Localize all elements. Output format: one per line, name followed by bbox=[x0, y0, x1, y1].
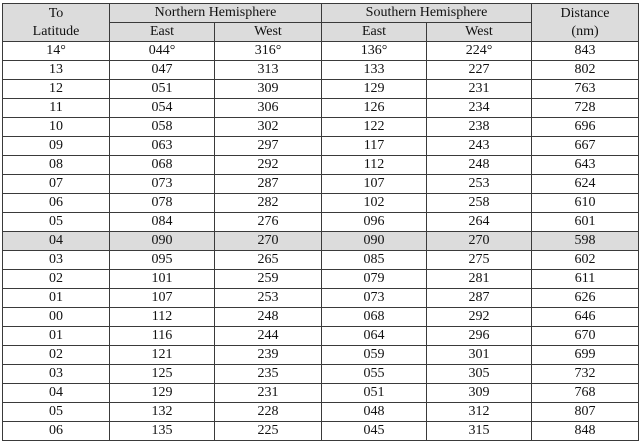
northern-east-cell: 047 bbox=[110, 61, 215, 80]
southern-west-cell: 275 bbox=[427, 251, 532, 270]
northern-west-cell: 259 bbox=[215, 270, 322, 289]
northern-east-cell: 058 bbox=[110, 118, 215, 137]
southern-west-header: West bbox=[427, 23, 532, 42]
northern-east-cell: 051 bbox=[110, 80, 215, 99]
table-row bbox=[3, 403, 639, 422]
northern-west-cell: 292 bbox=[215, 156, 322, 175]
latitude-heading-table bbox=[2, 3, 639, 441]
southern-east-cell: 064 bbox=[322, 327, 427, 346]
latitude-cell: 01 bbox=[3, 289, 110, 308]
to-latitude-header bbox=[3, 4, 110, 42]
distance-header-line1: Distance bbox=[560, 5, 610, 21]
latitude-cell: 11 bbox=[3, 99, 110, 118]
northern-east-cell: 078 bbox=[110, 194, 215, 213]
table-row bbox=[3, 42, 639, 61]
latitude-cell: 10 bbox=[3, 118, 110, 137]
distance-cell: 610 bbox=[532, 194, 639, 213]
northern-east-cell: 068 bbox=[110, 156, 215, 175]
southern-west-cell: 227 bbox=[427, 61, 532, 80]
southern-east-cell: 045 bbox=[322, 422, 427, 441]
southern-west-cell: 301 bbox=[427, 346, 532, 365]
latitude-table-container bbox=[2, 3, 638, 441]
northern-east-cell: 101 bbox=[110, 270, 215, 289]
northern-east-cell: 090 bbox=[110, 232, 215, 251]
northern-east-cell: 084 bbox=[110, 213, 215, 232]
northern-west-cell: 248 bbox=[215, 308, 322, 327]
northern-west-cell: 244 bbox=[215, 327, 322, 346]
northern-west-cell: 297 bbox=[215, 137, 322, 156]
distance-cell: 611 bbox=[532, 270, 639, 289]
southern-east-cell: 129 bbox=[322, 80, 427, 99]
southern-east-cell: 096 bbox=[322, 213, 427, 232]
northern-east-cell: 054 bbox=[110, 99, 215, 118]
northern-east-cell: 116 bbox=[110, 327, 215, 346]
northern-west-cell: 302 bbox=[215, 118, 322, 137]
northern-east-cell: 132 bbox=[110, 403, 215, 422]
distance-cell: 699 bbox=[532, 346, 639, 365]
distance-cell: 602 bbox=[532, 251, 639, 270]
table-row bbox=[3, 175, 639, 194]
latitude-cell: 04 bbox=[3, 384, 110, 403]
latitude-cell: 03 bbox=[3, 251, 110, 270]
southern-west-cell: 281 bbox=[427, 270, 532, 289]
latitude-cell: 04 bbox=[3, 232, 110, 251]
distance-cell: 728 bbox=[532, 99, 639, 118]
northern-east-cell: 095 bbox=[110, 251, 215, 270]
distance-cell: 732 bbox=[532, 365, 639, 384]
latitude-cell: 14° bbox=[3, 42, 110, 61]
northern-east-cell: 107 bbox=[110, 289, 215, 308]
table-header bbox=[3, 4, 639, 42]
southern-east-header: East bbox=[322, 23, 427, 42]
to-latitude-header-line1: To bbox=[48, 5, 64, 21]
latitude-cell: 00 bbox=[3, 308, 110, 327]
southern-east-cell: 073 bbox=[322, 289, 427, 308]
southern-east-cell: 068 bbox=[322, 308, 427, 327]
southern-west-cell: 231 bbox=[427, 80, 532, 99]
southern-east-cell: 048 bbox=[322, 403, 427, 422]
latitude-cell: 02 bbox=[3, 346, 110, 365]
northern-west-cell: 306 bbox=[215, 99, 322, 118]
distance-cell: 843 bbox=[532, 42, 639, 61]
table-row bbox=[3, 232, 639, 251]
southern-west-cell: 296 bbox=[427, 327, 532, 346]
northern-west-cell: 239 bbox=[215, 346, 322, 365]
distance-cell: 667 bbox=[532, 137, 639, 156]
northern-west-cell: 313 bbox=[215, 61, 322, 80]
table-row bbox=[3, 213, 639, 232]
southern-west-cell: 253 bbox=[427, 175, 532, 194]
distance-cell: 763 bbox=[532, 80, 639, 99]
southern-west-cell: 270 bbox=[427, 232, 532, 251]
latitude-cell: 01 bbox=[3, 327, 110, 346]
northern-west-cell: 231 bbox=[215, 384, 322, 403]
southern-west-cell: 309 bbox=[427, 384, 532, 403]
southern-east-cell: 122 bbox=[322, 118, 427, 137]
northern-west-cell: 253 bbox=[215, 289, 322, 308]
southern-east-cell: 051 bbox=[322, 384, 427, 403]
southern-east-cell: 090 bbox=[322, 232, 427, 251]
northern-west-cell: 225 bbox=[215, 422, 322, 441]
northern-west-cell: 228 bbox=[215, 403, 322, 422]
table-row bbox=[3, 327, 639, 346]
northern-west-cell: 287 bbox=[215, 175, 322, 194]
northern-west-header: West bbox=[215, 23, 322, 42]
southern-west-cell: 234 bbox=[427, 99, 532, 118]
southern-east-cell: 107 bbox=[322, 175, 427, 194]
southern-east-cell: 102 bbox=[322, 194, 427, 213]
southern-west-cell: 292 bbox=[427, 308, 532, 327]
latitude-cell: 06 bbox=[3, 194, 110, 213]
table-row bbox=[3, 156, 639, 175]
table-row bbox=[3, 422, 639, 441]
northern-west-cell: 265 bbox=[215, 251, 322, 270]
table-row bbox=[3, 384, 639, 403]
table-row bbox=[3, 137, 639, 156]
northern-east-cell: 044° bbox=[110, 42, 215, 61]
northern-east-header: East bbox=[110, 23, 215, 42]
distance-cell: 696 bbox=[532, 118, 639, 137]
table-row bbox=[3, 346, 639, 365]
distance-cell: 768 bbox=[532, 384, 639, 403]
table-row bbox=[3, 61, 639, 80]
latitude-cell: 13 bbox=[3, 61, 110, 80]
northern-west-cell: 276 bbox=[215, 213, 322, 232]
southern-hemisphere-header: Southern Hemisphere bbox=[322, 4, 532, 23]
distance-cell: 802 bbox=[532, 61, 639, 80]
latitude-cell: 03 bbox=[3, 365, 110, 384]
latitude-cell: 12 bbox=[3, 80, 110, 99]
distance-cell: 646 bbox=[532, 308, 639, 327]
northern-west-cell: 309 bbox=[215, 80, 322, 99]
northern-east-cell: 073 bbox=[110, 175, 215, 194]
southern-east-cell: 059 bbox=[322, 346, 427, 365]
northern-west-cell: 316° bbox=[215, 42, 322, 61]
southern-west-cell: 238 bbox=[427, 118, 532, 137]
southern-east-cell: 085 bbox=[322, 251, 427, 270]
distance-cell: 598 bbox=[532, 232, 639, 251]
northern-hemisphere-header: Northern Hemisphere bbox=[110, 4, 322, 23]
table-row bbox=[3, 365, 639, 384]
table-body bbox=[3, 42, 639, 441]
northern-east-cell: 129 bbox=[110, 384, 215, 403]
distance-cell: 670 bbox=[532, 327, 639, 346]
northern-east-cell: 121 bbox=[110, 346, 215, 365]
distance-cell: 626 bbox=[532, 289, 639, 308]
southern-east-cell: 079 bbox=[322, 270, 427, 289]
southern-west-cell: 315 bbox=[427, 422, 532, 441]
table-row bbox=[3, 251, 639, 270]
northern-west-cell: 235 bbox=[215, 365, 322, 384]
table-row bbox=[3, 118, 639, 137]
distance-cell: 807 bbox=[532, 403, 639, 422]
to-latitude-header-line2: Latitude bbox=[32, 23, 80, 39]
southern-west-cell: 243 bbox=[427, 137, 532, 156]
southern-east-cell: 117 bbox=[322, 137, 427, 156]
distance-cell: 601 bbox=[532, 213, 639, 232]
distance-header-line2: (nm) bbox=[571, 23, 599, 39]
table-row bbox=[3, 80, 639, 99]
table-row bbox=[3, 289, 639, 308]
table-row bbox=[3, 308, 639, 327]
distance-cell: 624 bbox=[532, 175, 639, 194]
northern-east-cell: 125 bbox=[110, 365, 215, 384]
southern-east-cell: 055 bbox=[322, 365, 427, 384]
southern-east-cell: 126 bbox=[322, 99, 427, 118]
latitude-cell: 05 bbox=[3, 213, 110, 232]
southern-west-cell: 305 bbox=[427, 365, 532, 384]
latitude-cell: 09 bbox=[3, 137, 110, 156]
northern-east-cell: 112 bbox=[110, 308, 215, 327]
table-row bbox=[3, 99, 639, 118]
latitude-cell: 06 bbox=[3, 422, 110, 441]
latitude-cell: 02 bbox=[3, 270, 110, 289]
northern-west-cell: 282 bbox=[215, 194, 322, 213]
southern-west-cell: 248 bbox=[427, 156, 532, 175]
southern-west-cell: 287 bbox=[427, 289, 532, 308]
southern-west-cell: 312 bbox=[427, 403, 532, 422]
southern-east-cell: 136° bbox=[322, 42, 427, 61]
latitude-cell: 05 bbox=[3, 403, 110, 422]
distance-cell: 643 bbox=[532, 156, 639, 175]
northern-east-cell: 135 bbox=[110, 422, 215, 441]
table-row bbox=[3, 194, 639, 213]
table-row bbox=[3, 270, 639, 289]
distance-header bbox=[532, 4, 639, 42]
southern-west-cell: 264 bbox=[427, 213, 532, 232]
southern-east-cell: 112 bbox=[322, 156, 427, 175]
northern-west-cell: 270 bbox=[215, 232, 322, 251]
southern-west-cell: 258 bbox=[427, 194, 532, 213]
latitude-cell: 08 bbox=[3, 156, 110, 175]
distance-cell: 848 bbox=[532, 422, 639, 441]
latitude-cell: 07 bbox=[3, 175, 110, 194]
northern-east-cell: 063 bbox=[110, 137, 215, 156]
southern-west-cell: 224° bbox=[427, 42, 532, 61]
southern-east-cell: 133 bbox=[322, 61, 427, 80]
